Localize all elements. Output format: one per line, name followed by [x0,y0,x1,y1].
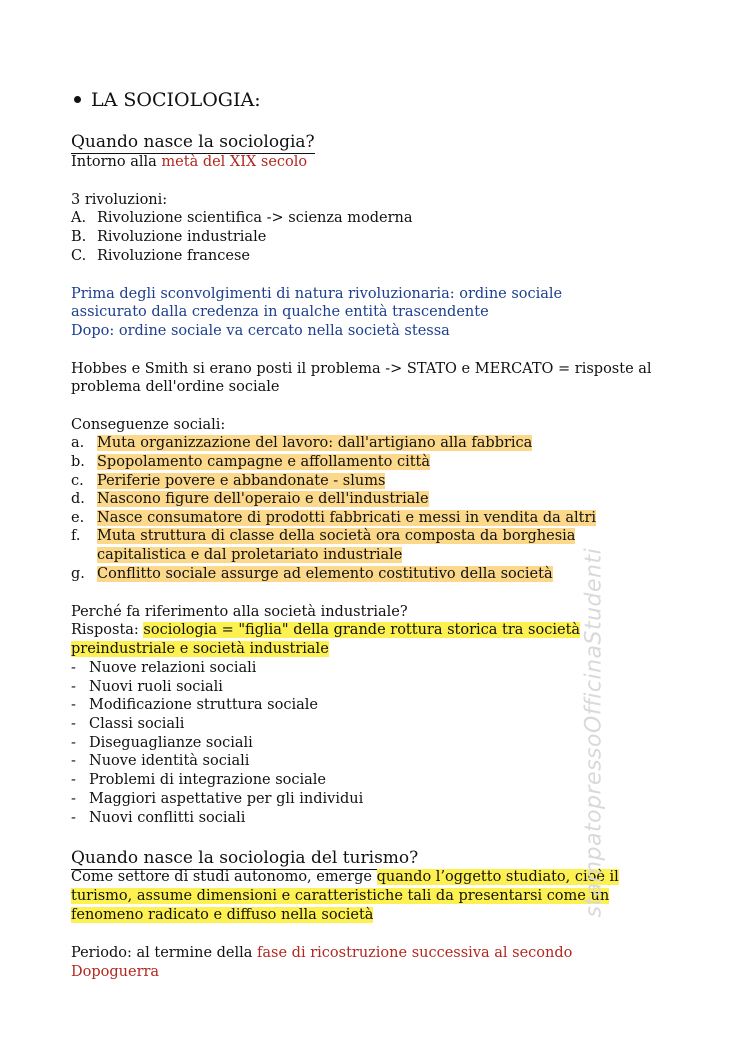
tourism-paragraph-line [71,868,619,887]
origin-answer-prefix: Intorno alla [71,154,162,170]
bullet-icon [74,96,81,103]
list-item [71,509,596,528]
period-prefix: Periodo: al termine della [71,945,258,961]
section-heading-origin [71,131,315,153]
industrial-answer [71,621,580,640]
blue-paragraph-line: Dopo: ordine sociale va cercato nella società stessa [71,323,450,339]
list-item-text: Conflitto sociale assurge ad elemento costitutivo della società [97,566,553,582]
list-item [71,434,532,453]
section-heading-tourism [71,847,418,869]
list-item-text: Rivoluzione francese [97,248,250,264]
list-item-text: Nuovi conflitti sociali [89,810,246,826]
industrial-answer-highlight: sociologia = "figlia" della grande rottura storica tra società [143,622,581,638]
list-marker: f. [71,528,81,544]
list-item [71,715,184,734]
list-item-continuation [71,546,402,565]
list-marker: A. [71,210,87,226]
tourism-paragraph-line [71,887,609,906]
list-dash: - [71,679,76,695]
origin-answer-highlight: metà del XIX secolo [161,154,308,170]
tourism-line-prefix: Come settore di studi autonomo, emerge [71,869,377,885]
list-dash: - [71,716,76,732]
list-dash: - [71,772,76,788]
list-dash: - [71,810,76,826]
list-marker: g. [71,566,85,582]
list-dash: - [71,753,76,769]
tourism-line-highlight: turismo, assume dimensioni e caratteristiche tali da presentarsi come un [71,888,610,904]
tourism-line-highlight: quando l’oggetto studiato, cioè il [376,869,619,885]
list-item-text: Nuove relazioni sociali [89,660,257,676]
list-item-text: Spopolamento campagne e affollamento città [97,454,431,470]
list-item [71,565,553,584]
list-item-text: Diseguaglianze sociali [89,735,253,751]
hobbes-paragraph-line: problema dell'ordine sociale [71,379,280,395]
list-item [71,527,575,546]
section-heading-origin-text: Quando nasce la sociologia? [71,132,315,152]
industrial-answer-highlight: preindustriale e società industriale [71,641,329,657]
list-item-text: Muta struttura di classe della società ora composta da borghesia [97,528,576,544]
industrial-answer-cont [71,640,329,659]
list-item-text: Periferie povere e abbandonate - slums [97,473,386,489]
list-dash: - [71,660,76,676]
tourism-paragraph-line [71,906,373,925]
list-item-text: Maggiori aspettative per gli individui [89,791,364,807]
list-marker: e. [71,510,85,526]
hobbes-paragraph-line: Hobbes e Smith si erano posti il problema -> STATO e MERCATO = risposte al [71,361,652,377]
blue-paragraph-line: Prima degli sconvolgimenti di natura rivoluzionaria: ordine sociale [71,286,563,302]
list-item [71,247,250,266]
list-marker: B. [71,229,87,245]
list-item [71,472,385,491]
list-item [71,752,249,771]
list-item [71,809,245,828]
list-dash: - [71,791,76,807]
period-line [71,944,572,963]
section-heading-tourism-text: Quando nasce la sociologia del turismo? [71,848,419,868]
list-marker: c. [71,473,84,489]
list-item-text: Rivoluzione industriale [97,229,267,245]
list-marker: a. [71,435,85,451]
industrial-answer-prefix: Risposta: [71,622,144,638]
list-item-text: Problemi di integrazione sociale [89,772,327,788]
page-title-text: LA SOCIOLOGIA: [91,89,261,111]
list-item [71,209,413,228]
tourism-line-highlight: fenomeno radicato e diffuso nella società [71,907,374,923]
industrial-question: Perché fa riferimento alla società industriale? [71,604,408,620]
list-item [71,453,430,472]
list-marker: d. [71,491,85,507]
watermark: stampatopressoOfficinaStudenti [581,547,607,918]
list-item [71,790,363,809]
list-item [71,490,429,509]
revolutions-intro: 3 rivoluzioni: [71,192,168,208]
origin-answer [71,153,307,172]
list-item-text: Nuovi ruoli sociali [89,679,223,695]
list-dash: - [71,697,76,713]
consequences-intro: Conseguenze sociali: [71,417,226,433]
list-item-text: Rivoluzione scientifica -> scienza moderna [97,210,413,226]
list-item [71,678,223,697]
blue-paragraph-line: assicurato dalla credenza in qualche entità trascendente [71,304,489,320]
page-title [74,88,261,112]
period-highlight: fase di ricostruzione successiva al secondo [257,945,573,961]
list-item-text: Classi sociali [89,716,185,732]
list-item [71,734,253,753]
list-item [71,771,326,790]
list-marker: b. [71,454,85,470]
list-item [71,696,318,715]
list-item [71,659,256,678]
period-line-cont: Dopoguerra [71,964,160,980]
list-item-text: Nasce consumatore di prodotti fabbricati e messi in vendita da altri [97,510,597,526]
list-item-text: capitalistica e dal proletariato industriale [97,547,403,563]
list-item-text: Nuove identità sociali [89,753,250,769]
list-item-text: Nascono figure dell'operaio e dell'industriale [97,491,429,507]
list-dash: - [71,735,76,751]
list-marker: C. [71,248,87,264]
list-item-text: Muta organizzazione del lavoro: dall'artigiano alla fabbrica [97,435,533,451]
list-item-text: Modificazione struttura sociale [89,697,318,713]
list-item [71,228,266,247]
